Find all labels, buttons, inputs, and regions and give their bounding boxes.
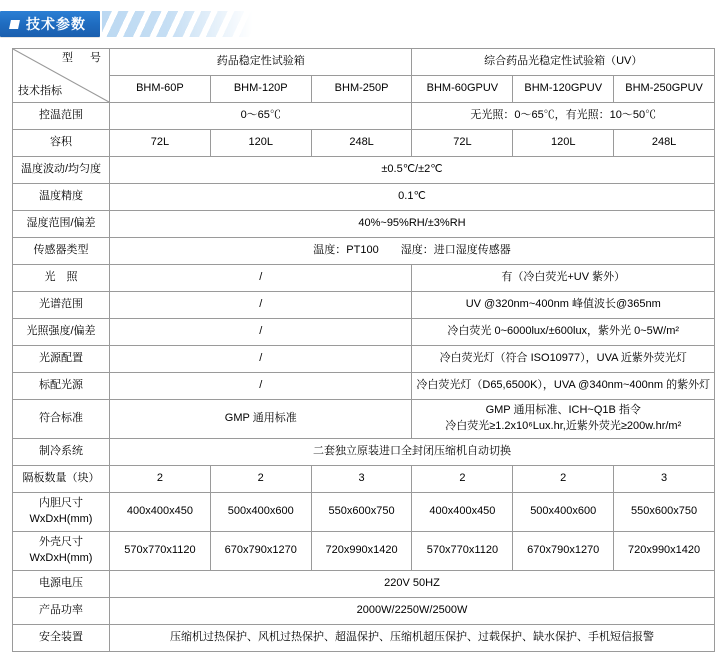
table-cell: 2 — [110, 465, 211, 492]
table-row-label: 内胆尺寸 WxDxH(mm) — [13, 492, 110, 531]
spec-table-wrapper — [0, 40, 727, 652]
table-header-row-groups — [13, 49, 715, 76]
table-row — [13, 597, 715, 624]
table-model-header: BHM-60P — [110, 76, 211, 103]
table-row-label: 安全装置 — [13, 624, 110, 651]
page-root — [0, 8, 727, 643]
table-cell: 72L — [412, 130, 513, 157]
table-row-label: 光源配置 — [13, 346, 110, 373]
table-cell: / — [110, 292, 412, 319]
table-cell: 0.1℃ — [110, 184, 715, 211]
table-cell: 248L — [614, 130, 715, 157]
table-cell: 72L — [110, 130, 211, 157]
table-row-label: 光照强度/偏差 — [13, 319, 110, 346]
table-row-label: 标配光源 — [13, 373, 110, 400]
corner-bottom-left-label: 技术指标 — [18, 85, 62, 98]
table-row — [13, 465, 715, 492]
table-row-label: 光 照 — [13, 265, 110, 292]
table-cell: 有（冷白荧光+UV 紫外） — [412, 265, 715, 292]
table-cell: 无光照：0～65℃，有光照：10～50℃ — [412, 103, 715, 130]
table-model-header: BHM-250P — [311, 76, 412, 103]
table-cell: 0～65℃ — [110, 103, 412, 130]
corner-top-right-label: 型 号 — [62, 52, 104, 64]
table-cell: 400x400x450 — [110, 492, 211, 531]
table-cell: GMP 通用标准、ICH~Q1B 指令 冷白荧光≥1.2x10⁶Lux.hr,近紫外荧光≥200w.hr/m² — [412, 400, 715, 439]
table-row — [13, 319, 715, 346]
table-cell: 570x770x1120 — [412, 531, 513, 570]
table-cell: 冷白荧光 0~6000lux/±600lux，紫外光 0~5W/m² — [412, 319, 715, 346]
table-cell: 670x790x1270 — [513, 531, 614, 570]
table-group-header-1: 药品稳定性试验箱 — [110, 49, 412, 76]
section-title — [0, 11, 100, 37]
table-row-label: 制冷系统 — [13, 438, 110, 465]
table-cell: 570x770x1120 — [110, 531, 211, 570]
table-row — [13, 624, 715, 651]
table-model-header: BHM-120P — [210, 76, 311, 103]
table-cell: 720x990x1420 — [614, 531, 715, 570]
table-row-label: 控温范围 — [13, 103, 110, 130]
section-title-text: 技术参数 — [26, 16, 86, 32]
table-row-label: 外壳尺寸 WxDxH(mm) — [13, 531, 110, 570]
table-row — [13, 130, 715, 157]
table-cell: UV @320nm~400nm 峰值波长@365nm — [412, 292, 715, 319]
table-cell: 2000W/2250W/2500W — [110, 597, 715, 624]
table-row — [13, 211, 715, 238]
banner-stripes-decoration — [102, 11, 252, 37]
table-cell: 720x990x1420 — [311, 531, 412, 570]
table-row — [13, 570, 715, 597]
table-row — [13, 492, 715, 531]
table-header-row-models — [13, 76, 715, 103]
table-model-header: BHM-60GPUV — [412, 76, 513, 103]
table-row — [13, 438, 715, 465]
table-cell: 40%~95%RH/±3%RH — [110, 211, 715, 238]
table-cell: 2 — [412, 465, 513, 492]
table-cell: 400x400x450 — [412, 492, 513, 531]
table-row-label: 湿度范围/偏差 — [13, 211, 110, 238]
table-cell: 550x600x750 — [614, 492, 715, 531]
table-cell: / — [110, 265, 412, 292]
table-cell: 670x790x1270 — [210, 531, 311, 570]
table-row — [13, 238, 715, 265]
table-row — [13, 157, 715, 184]
table-cell: 120L — [210, 130, 311, 157]
spec-table — [12, 48, 715, 652]
table-row — [13, 531, 715, 570]
table-row-label: 容积 — [13, 130, 110, 157]
table-cell: 2 — [210, 465, 311, 492]
table-row — [13, 265, 715, 292]
table-model-header: BHM-120GPUV — [513, 76, 614, 103]
table-cell: / — [110, 346, 412, 373]
table-row — [13, 346, 715, 373]
table-group-header-2: 综合药品光稳定性试验箱（UV） — [412, 49, 715, 76]
table-row-label: 传感器类型 — [13, 238, 110, 265]
table-cell: 550x600x750 — [311, 492, 412, 531]
table-row-label: 产品功率 — [13, 597, 110, 624]
table-row — [13, 400, 715, 439]
table-cell: / — [110, 373, 412, 400]
table-cell: / — [110, 319, 412, 346]
table-row — [13, 292, 715, 319]
section-banner — [0, 8, 727, 40]
table-cell: 温度：PT100 湿度：进口湿度传感器 — [110, 238, 715, 265]
table-row-label: 光谱范围 — [13, 292, 110, 319]
table-cell: 500x400x600 — [513, 492, 614, 531]
table-cell: 3 — [614, 465, 715, 492]
table-cell: 220V 50HZ — [110, 570, 715, 597]
table-cell: 2 — [513, 465, 614, 492]
table-row-label: 隔板数量（块） — [13, 465, 110, 492]
table-row — [13, 373, 715, 400]
table-model-header: BHM-250GPUV — [614, 76, 715, 103]
table-corner-cell — [13, 49, 110, 103]
table-row-label: 符合标准 — [13, 400, 110, 439]
table-cell: 冷白荧光灯（D65,6500K），UVA @340nm~400nm 的紫外灯 — [412, 373, 715, 400]
table-row — [13, 184, 715, 211]
table-row-label: 温度波动/均匀度 — [13, 157, 110, 184]
table-row — [13, 103, 715, 130]
table-cell: 压缩机过热保护、风机过热保护、超温保护、压缩机超压保护、过载保护、缺水保护、手机短信报警 — [110, 624, 715, 651]
table-cell: 二套独立原装进口全封闭压缩机自动切换 — [110, 438, 715, 465]
table-cell: 120L — [513, 130, 614, 157]
table-cell: ±0.5℃/±2℃ — [110, 157, 715, 184]
table-cell: 248L — [311, 130, 412, 157]
table-cell: 500x400x600 — [210, 492, 311, 531]
bullet-icon — [9, 20, 20, 29]
table-cell: GMP 通用标准 — [110, 400, 412, 439]
table-cell: 3 — [311, 465, 412, 492]
table-row-label: 温度精度 — [13, 184, 110, 211]
table-row-label: 电源电压 — [13, 570, 110, 597]
table-cell: 冷白荧光灯（符合 ISO10977），UVA 近紫外荧光灯 — [412, 346, 715, 373]
